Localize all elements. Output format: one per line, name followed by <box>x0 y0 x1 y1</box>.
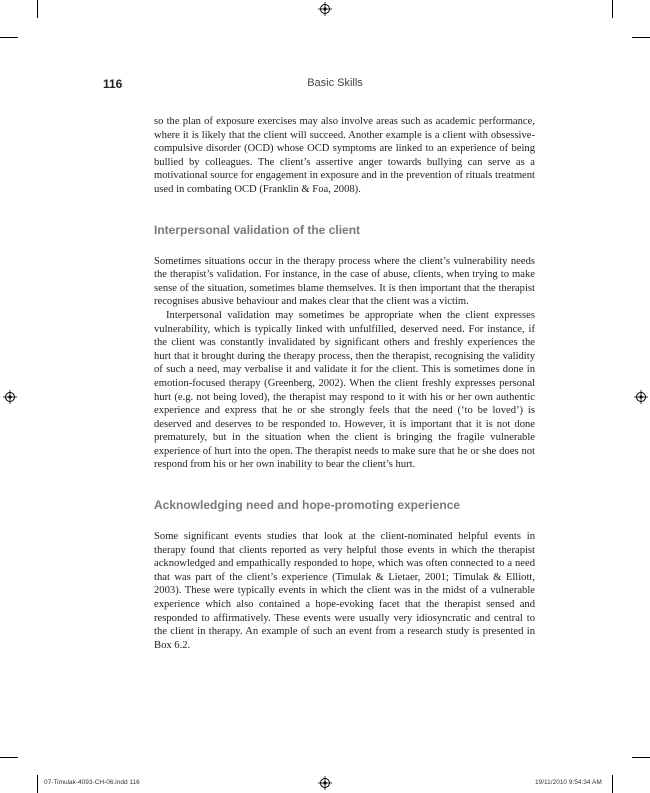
registration-mark-icon <box>318 2 332 16</box>
running-title: Basic Skills <box>307 77 363 89</box>
section-heading-acknowledging-need: Acknowledging need and hope-promoting experience <box>154 498 461 513</box>
footer-timestamp: 19/11/2010 9:54:34 AM <box>535 779 602 786</box>
body-paragraph: Sometimes situations occur in the therapy process where the client’s vulnerability needs the therapist’s validation. For instance, in the case of abuse, clients, when trying to make sense of the situation, sometimes blame themselves. It is then important that the therapist recognises abusive behaviour and makes clear that the client was a victim. <box>154 255 535 308</box>
crop-mark <box>0 757 18 758</box>
registration-mark-icon <box>634 390 648 404</box>
crop-mark <box>37 0 38 18</box>
registration-mark-icon <box>3 390 17 404</box>
crop-mark <box>37 775 38 793</box>
body-paragraph: Interpersonal validation may sometimes be appropriate when the client expresses vulnerability, which is typically linked with unfulfilled, deserved need. For instance, if the client was constantly invalidated by significant others and freshly experiences the hurt that it brought during the therapy process, then the therapist, recognising the validity of such a need, may verbalise it and validate it for the client. This is sometimes done in emotion-focused therapy (Greenberg, 2002). When the client freshly expresses personal hurt (e.g. not being loved), the therapist may respond to it with his or her own authentic experience and express that he or she strongly feels that the need (‘to be loved’) is deserved and deserves to be responded to. However, it is important that it is not done prematurely, but in the situation when the client is bringing the fragile vulnerable experience of hurt into the open. The therapist needs to make sure that he or she does not respond from his or her own inability to bear the client’s hurt. <box>154 309 535 471</box>
page-body <box>154 115 535 652</box>
crop-mark <box>0 37 18 38</box>
crop-mark <box>632 37 650 38</box>
intro-paragraph: so the plan of exposure exercises may also involve areas such as academic performance, where it is likely that the client will succeed. Another example is a client with obsessive-compulsive disorder (OCD) whose OCD symptoms are linked to an experience of being bullied by colleagues. The client’s assertive anger towards bullying can serve as a motivational source for engagement in exposure and in the prevention of rituals treatment used in combating OCD (Franklin & Foa, 2008). <box>154 116 535 195</box>
registration-mark-icon <box>318 776 332 790</box>
crop-mark <box>612 0 613 18</box>
body-paragraph: Some significant events studies that look at the client-nominated helpful events in therapy found that clients reported as very helpful those events in which the therapist acknowledged and empathically responded to hope, which was often connected to a need that was part of the client’s experience (Timulak & Lietaer, 2001; Timulak & Elliott, 2003). These were typically events in which the client was in the midst of a vulnerable experience which also contained a hope-evoking facet that the therapist sensed and responded to affirmatively. These events were usually very idiosyncratic and central to the client in therapy. An example of such an event from a research study is presented in Box 6.2. <box>154 531 535 651</box>
page-number: 116 <box>103 77 123 91</box>
section-heading-interpersonal-validation: Interpersonal validation of the client <box>154 222 361 237</box>
crop-mark <box>632 757 650 758</box>
crop-mark <box>612 775 613 793</box>
footer-file-label: 07-Timulak-4093-CH-06.indd 116 <box>44 779 140 786</box>
